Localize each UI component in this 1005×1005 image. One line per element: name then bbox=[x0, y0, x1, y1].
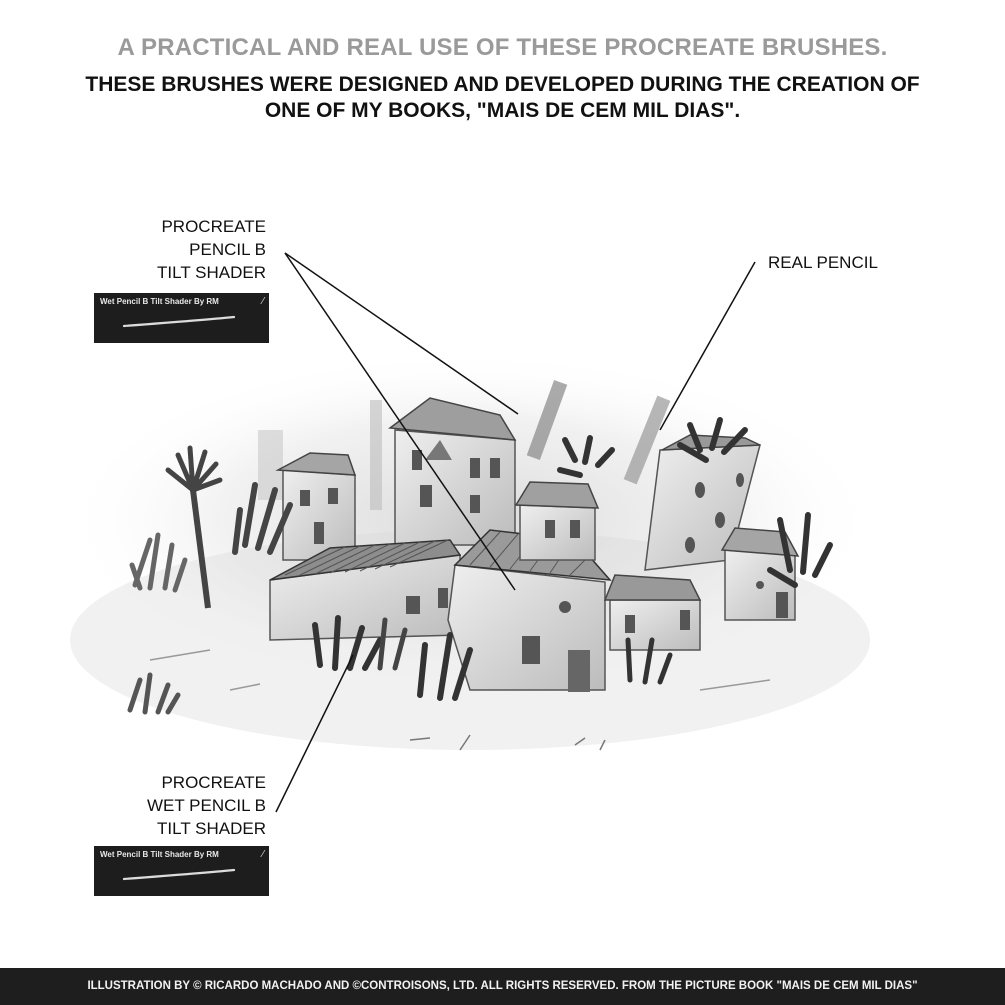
callout-line: PENCIL B bbox=[189, 240, 266, 259]
callout-procreate-pencil-b bbox=[100, 215, 266, 284]
callout-line: PROCREATE bbox=[161, 217, 266, 236]
brush-name: Wet Pencil B Tilt Shader By RM bbox=[100, 850, 219, 859]
feather-icon: ⁄ bbox=[262, 296, 264, 307]
footer-credit: ILLUSTRATION BY © RICARDO MACHADO AND ©CONTROISONS, LTD. ALL RIGHTS RESERVED. FROM THE PICTURE BOOK "MAIS DE CEM MIL DIAS" bbox=[0, 968, 1005, 1005]
page-subtitle: THESE BRUSHES WERE DESIGNED AND DEVELOPED DURING THE CREATION OF ONE OF MY BOOKS, "MAIS DE CEM MIL DIAS". bbox=[85, 73, 920, 122]
brush-name: Wet Pencil B Tilt Shader By RM bbox=[100, 297, 219, 306]
callout-procreate-wet-pencil-b bbox=[100, 771, 266, 840]
brush-preview-card bbox=[94, 846, 269, 896]
callout-line: TILT SHADER bbox=[157, 819, 266, 838]
page-title: A PRACTICAL AND REAL USE OF THESE PROCREATE BRUSHES. bbox=[117, 34, 888, 61]
callout-line: WET PENCIL B bbox=[146, 796, 266, 815]
feather-icon: ⁄ bbox=[262, 849, 264, 860]
brush-preview-card bbox=[94, 293, 269, 343]
callout-real-pencil: REAL PENCIL bbox=[768, 253, 878, 272]
callout-line: TILT SHADER bbox=[157, 263, 266, 282]
callout-line: PROCREATE bbox=[161, 773, 266, 792]
